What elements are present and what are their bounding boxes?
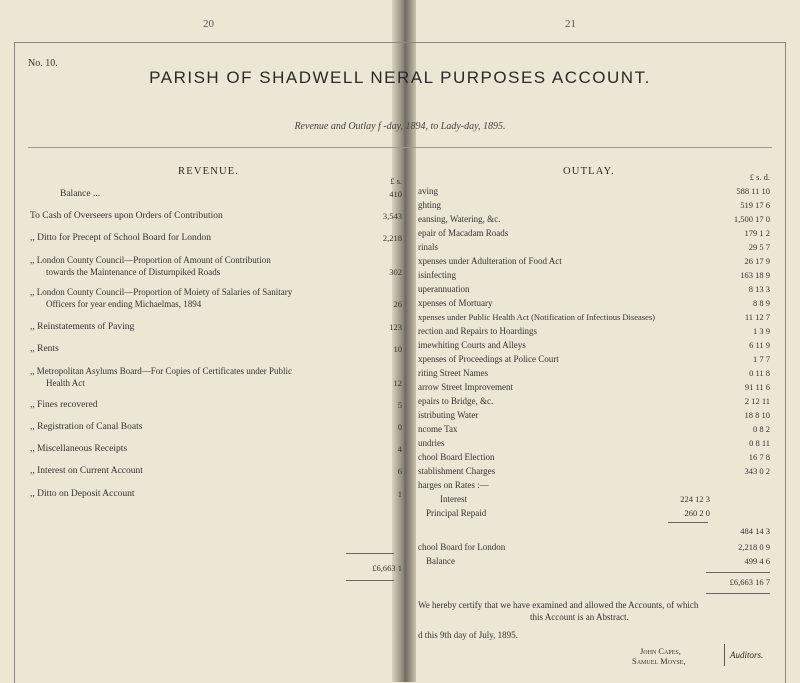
revenue-row-label: To Cash of Overseers upon Orders of Contribution (30, 211, 223, 221)
outlay-row-label: aving (418, 186, 438, 196)
outlay-row-label: uperannuation (418, 284, 470, 294)
revenue-row-label: Balance ... (60, 189, 101, 199)
page-subtitle: Revenue and Outlay f -day, 1894, to Lady-day, 1895. (294, 121, 506, 132)
outlay-row-label: istributing Water (418, 410, 479, 420)
revenue-row-label: ,, Fines recovered (30, 400, 98, 410)
outlay-row-label: rinals (418, 242, 438, 252)
outlay-row-amount: 2 12 11 (744, 396, 770, 406)
outlay-row-label: undries (418, 438, 445, 448)
revenue-total-rule (346, 553, 394, 554)
revenue-row-amount: 123 (389, 322, 402, 332)
auditors-label: Auditors. (730, 650, 764, 660)
header-rule (28, 147, 772, 148)
revenue-row-label: ,, Registration of Canal Boats (30, 422, 143, 432)
outlay-total-underline (706, 593, 770, 594)
outlay-row-amount: 0 8 2 (753, 424, 770, 434)
left-page-number: 20 (203, 18, 214, 30)
outlay-row-label: epairs to Bridge, &c. (418, 396, 494, 406)
revenue-row-amount: 6 (397, 466, 402, 476)
outlay-row-amount: 18 8 10 (744, 410, 770, 420)
outlay-row-label: xpenses of Mortuary (418, 298, 493, 308)
right-page-number: 21 (565, 18, 576, 30)
balance-label: Balance (426, 556, 455, 566)
revenue-row-label: ,, Miscellaneous Receipts (30, 444, 128, 454)
revenue-row-label: ,, Interest on Current Account (30, 466, 143, 476)
outlay-row-label: eansing, Watering, &c. (418, 214, 501, 224)
outlay-row-amount: 8 13 3 (748, 284, 770, 294)
outlay-row-amount: 1,500 17 0 (733, 214, 770, 224)
revenue-row-label-continued: Health Act (46, 378, 85, 388)
outlay-row-amount: 91 11 6 (744, 382, 770, 392)
outlay-row-label: epair of Macadam Roads (418, 228, 509, 238)
auditor-name: Samuel Moyse, (632, 656, 686, 666)
outlay-row-amount: 163 18 9 (740, 270, 770, 280)
outlay-currency-header: £ s. d. (749, 172, 770, 182)
revenue-total-underline (346, 580, 394, 581)
revenue-row-label: ,, Metropolitan Asylums Board—For Copies of Certificates under Public (30, 366, 292, 376)
outlay-row-amount: 1 3 9 (753, 326, 770, 336)
auditor-name: John Capes, (640, 646, 681, 656)
revenue-row-label: ,, London County Council—Proportion of Amount of Contribution (30, 255, 271, 265)
revenue-row-label: ,, Rents (30, 344, 59, 354)
outlay-row-amount: 343 0 2 (744, 466, 770, 476)
outlay-row-amount: 8 8 9 (753, 298, 770, 308)
outlay-row-label: rection and Repairs to Hoardings (418, 326, 537, 336)
school-board-label: chool Board for London (418, 542, 506, 552)
outlay-row-label: stablishment Charges (418, 466, 496, 476)
charges-on-rates-label: harges on Rates :— (418, 480, 489, 490)
outlay-row-amount: 0 8 11 (749, 438, 770, 448)
revenue-row-label-continued: Officers for year ending Michaelmas, 1894 (46, 299, 202, 309)
certification-line: We hereby certify that we have examined and allowed the Accounts, of which (418, 600, 699, 610)
revenue-row-label: ,, Ditto on Deposit Account (30, 489, 135, 499)
outlay-row-amount: 519 17 6 (740, 200, 770, 210)
revenue-row-amount: 12 (393, 378, 402, 388)
outlay-row-amount: 26 17 9 (744, 256, 770, 266)
revenue-row-amount: 2,218 (382, 233, 402, 243)
certification-date: d this 9th day of July, 1895. (418, 630, 518, 640)
revenue-total: £6,663 1 (372, 563, 402, 573)
revenue-row-amount: 1 (397, 489, 402, 499)
outlay-row-label: arrow Street Improvement (418, 382, 513, 392)
outlay-row-amount: 11 12 7 (744, 312, 770, 322)
revenue-row-amount: 0 (397, 422, 402, 432)
page-frame (14, 42, 786, 683)
revenue-row-amount: 302 (389, 267, 402, 277)
principal-repaid-label: Principal Repaid (426, 508, 487, 518)
outlay-heading: OUTLAY. (563, 166, 615, 177)
outlay-row-amount: 1 7 7 (753, 354, 770, 364)
revenue-row-amount: 5 (397, 400, 402, 410)
revenue-row-amount: 410 (389, 189, 402, 199)
outlay-row-label: xpenses under Public Health Act (Notification of Infectious Diseases) (418, 312, 655, 322)
outlay-row-label: riting Street Names (418, 368, 488, 378)
school-board-amount: 2,218 0 9 (738, 542, 770, 552)
interest-amount: 224 12 3 (680, 494, 710, 504)
charges-subtotal-rule (668, 522, 708, 523)
revenue-row-amount: 26 (393, 299, 402, 309)
outlay-row-amount: 588 11 10 (736, 186, 770, 196)
outlay-total-rule (706, 572, 770, 573)
auditor-bracket (724, 644, 725, 666)
outlay-row-label: chool Board Election (418, 452, 495, 462)
principal-repaid-amount: 260 2 0 (684, 508, 710, 518)
interest-label: Interest (440, 494, 467, 504)
outlay-row-label: ncome Tax (418, 424, 458, 434)
outlay-row-label: xpenses of Proceedings at Police Court (418, 354, 559, 364)
document-number: No. 10. (28, 58, 58, 69)
outlay-row-amount: 6 11 9 (749, 340, 770, 350)
revenue-row-label: ,, Reinstatements of Paving (30, 322, 135, 332)
outlay-total: £6,663 16 7 (729, 577, 770, 587)
revenue-row-label-continued: towards the Maintenance of Disturnpiked Roads (46, 267, 221, 277)
revenue-row-amount: 3,543 (382, 211, 402, 221)
outlay-row-amount: 179 1 2 (744, 228, 770, 238)
outlay-row-label: xpenses under Adulteration of Food Act (418, 256, 562, 266)
revenue-row-label: ,, London County Council—Proportion of Moiety of Salaries of Sanitary (30, 287, 293, 297)
outlay-row-amount: 16 7 8 (748, 452, 770, 462)
balance-amount: 499 4 6 (744, 556, 770, 566)
outlay-row-amount: 0 11 8 (749, 368, 770, 378)
charges-on-rates-total: 484 14 3 (740, 526, 770, 536)
certification-line: this Account is an Abstract. (530, 612, 629, 622)
outlay-row-label: ghting (418, 200, 442, 210)
page-title: PARISH OF SHADWELL NERAL PURPOSES ACCOUNT. (149, 68, 651, 87)
revenue-row-amount: 10 (393, 344, 402, 354)
revenue-row-amount: 4 (397, 444, 402, 454)
outlay-row-label: imewhiting Courts and Alleys (418, 340, 526, 350)
outlay-row-amount: 29 5 7 (748, 242, 770, 252)
revenue-currency-header: £ s. (390, 176, 402, 186)
revenue-heading: REVENUE. (178, 166, 240, 177)
outlay-row-label: isinfecting (418, 270, 456, 280)
revenue-row-label: ,, Ditto for Precept of School Board for London (30, 233, 211, 243)
